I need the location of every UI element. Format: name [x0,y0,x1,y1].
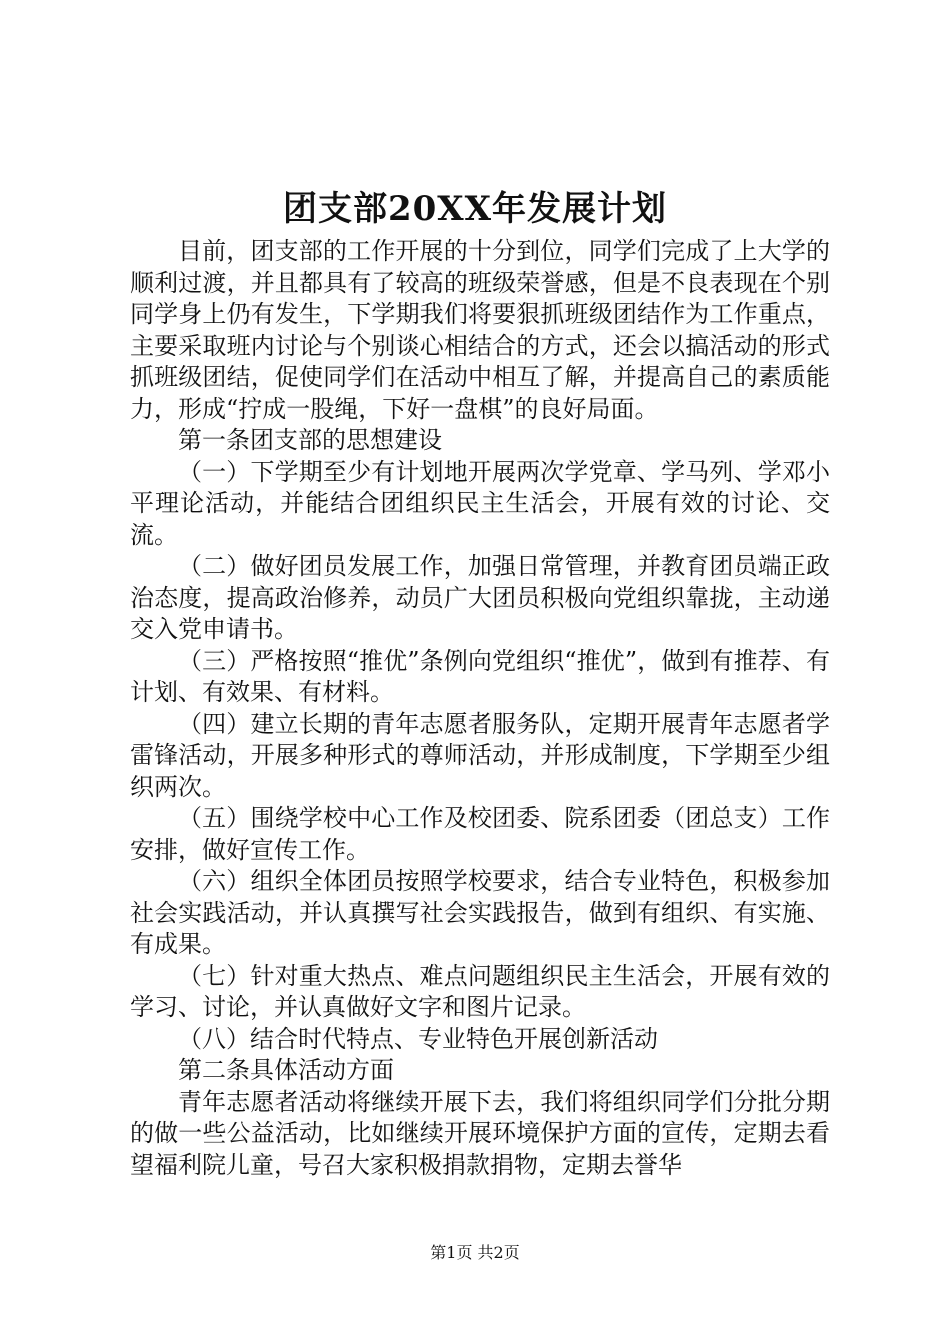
document-title: 团支部20XX年发展计划 [282,189,668,229]
section-heading-2: 第二条具体活动方面 [178,1056,394,1084]
paragraph-item-7: （七）针对重大热点、难点问题组织民主生活会，开展有效的学习、讨论，并认真做好文字和图片记录。 [130,961,830,1021]
section-heading-1: 第一条团支部的思想建设 [178,426,442,454]
paragraph-item-2: （二）做好团员发展工作，加强日常管理，并教育团员端正政治态度，提高政治修养，动员广大团员积极向党组织靠拢，主动递交入党申请书。 [130,552,830,643]
paragraph-intro: 目前，团支部的工作开展的十分到位，同学们完成了上大学的顺利过渡，并且都具有了较高的班级荣誉感，但是不良表现在个别同学身上仍有发生，下学期我们将要狠抓班级团结作为工作重点，主要采取班内讨论与个别谈心相结合的方式，还会以搞活动的形式抓班级团结，促使同学们在活动中相互了解，并提高自己的素质能力，形成“拧成一股绳，下好一盘棋”的良好局面。 [130,237,830,423]
document-body [130,236,830,1181]
paragraph-item-5: （五）围绕学校中心工作及校团委、院系团委（团总支）工作安排，做好宣传工作。 [130,804,830,864]
paragraph-item-8: （八）结合时代特点、专业特色开展创新活动 [178,1024,658,1053]
paragraph-item-1: （一）下学期至少有计划地开展两次学党章、学马列、学邓小平理论活动，并能结合团组织民主生活会，开展有效的讨论、交流。 [130,457,830,549]
paragraph-item-6: （六）组织全体团员按照学校要求，结合专业特色，积极参加社会实践活动，并认真撰写社会实践报告，做到有组织、有实施、有成果。 [130,867,830,958]
paragraph-activities: 青年志愿者活动将继续开展下去，我们将组织同学们分批分期的做一些公益活动，比如继续开展环境保护方面的宣传，定期去看望福利院儿童，号召大家积极捐款捐物，定期去誉华 [130,1087,830,1179]
paragraph-item-3: （三）严格按照“推优”条例向党组织“推优”，做到有推荐、有计划、有效果、有材料。 [130,646,830,706]
paragraph-item-4: （四）建立长期的青年志愿者服务队，定期开展青年志愿者学雷锋活动，开展多种形式的尊师活动，并形成制度，下学期至少组织两次。 [130,709,830,801]
page-footer: 第1页 共2页 [430,1243,520,1262]
